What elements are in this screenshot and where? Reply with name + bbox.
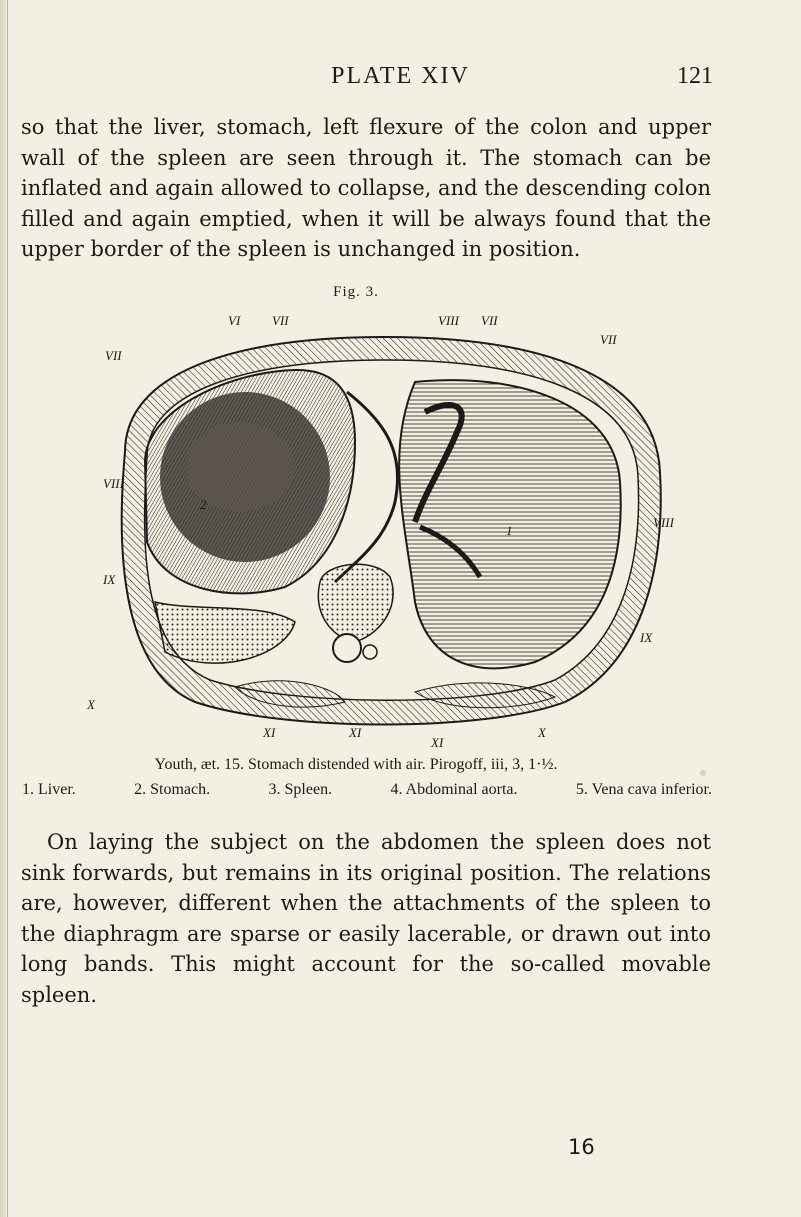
legend-item: 3. Spleen. bbox=[268, 781, 333, 798]
rib-label-left-upper: VII bbox=[105, 348, 122, 363]
aorta bbox=[363, 645, 377, 659]
legend-item: 2. Stomach. bbox=[134, 781, 211, 798]
rib-label-left-mid: VIII bbox=[103, 476, 124, 491]
page-header bbox=[0, 63, 801, 97]
legend-item: 5. Vena cava inferior. bbox=[575, 781, 712, 798]
signature-number: 16 bbox=[568, 1135, 595, 1159]
rib-label-right-mid: VIII bbox=[653, 515, 674, 530]
paragraph-movable-spleen: On laying the subject on the abdomen the spleen does not sink forwards, but remains in its original position. The relations are, however, different when the attachments of the spleen to the diaphragm are sparse or easily lacerable, or drawn out into long bands. This might account for the so-called movable spleen. bbox=[21, 830, 711, 1007]
rib-label-left-lower: IX bbox=[103, 572, 116, 587]
rib-label-top-left-1: VI bbox=[228, 313, 241, 328]
rib-label-left-bottom: X bbox=[87, 697, 95, 712]
paragraph-intro: so that the liver, stomach, left flexure of the colon and upper wall of the spleen are seen through it. The stomach can be inflated and again allowed to collapse, and the descending colon filled and again emptied, when it will be always found that the upper border of the spleen is unchanged in position. bbox=[21, 115, 711, 261]
plate-title: PLATE XIV bbox=[331, 63, 470, 89]
organ-number-stomach: 2 bbox=[200, 497, 207, 512]
rib-label-top-right-1: VIII bbox=[438, 313, 459, 328]
rib-label-top-left-2: VII bbox=[272, 313, 289, 328]
rib-label-right-lower: IX bbox=[640, 630, 653, 645]
spinal-cord bbox=[333, 634, 361, 662]
organ-number-liver: 1 bbox=[506, 523, 513, 538]
figure-legend bbox=[22, 781, 712, 799]
legend-item: 4. Abdominal aorta. bbox=[390, 781, 518, 798]
rib-label-right-upper: VII bbox=[600, 332, 617, 347]
anatomical-cross-section-figure bbox=[85, 302, 685, 752]
paper-smudge bbox=[700, 770, 706, 776]
book-spine-edge bbox=[0, 0, 8, 1217]
rib-label-bottom-1: XI bbox=[263, 725, 276, 740]
rib-label-bottom-3: XI bbox=[431, 735, 444, 750]
cross-section-illustration bbox=[85, 302, 685, 752]
legend-item: 1. Liver. bbox=[22, 781, 76, 798]
rib-label-top-right-2: VII bbox=[481, 313, 498, 328]
caption-line1: Youth, æt. 15. Stomach distended with air. Pirogoff, iii, 3, 1·½. bbox=[154, 756, 558, 773]
page-number: 121 bbox=[677, 63, 713, 89]
rib-label-bottom-4: X bbox=[538, 725, 546, 740]
figure-label: Fig. 3. bbox=[333, 284, 379, 300]
rib-label-bottom-2: XI bbox=[349, 725, 362, 740]
